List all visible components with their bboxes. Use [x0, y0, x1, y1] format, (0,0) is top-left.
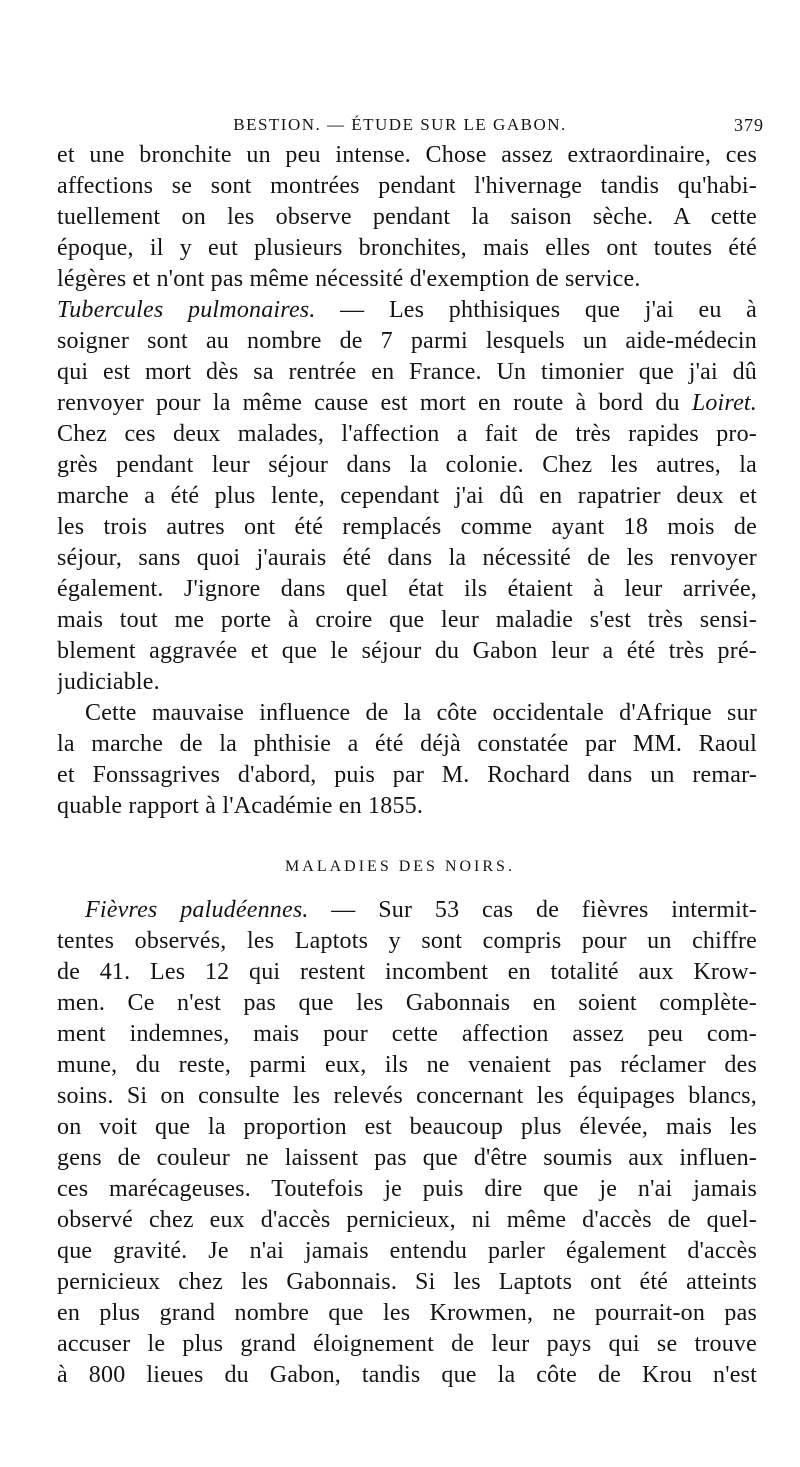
heading-tuberculosis: Tubercules pulmonaires.	[57, 297, 316, 323]
text-line	[57, 1174, 757, 1205]
text-line	[57, 1019, 757, 1050]
text-line	[57, 926, 757, 957]
line-text: et une bronchite un peu intense. Chose assez extraordinaire, ces	[57, 142, 757, 168]
line-text: soigner sont au nombre de 7 parmi lesquels un aide-médecin	[57, 328, 757, 354]
line-text: pernicieux chez les Gabonnais. Si les Laptots ont été atteints	[57, 1269, 757, 1295]
line-text: judiciable.	[57, 669, 160, 695]
line-text: gens de couleur ne laissent pas que d'être soumis aux influen-	[57, 1145, 757, 1171]
text-line	[57, 988, 757, 1019]
text-line	[57, 1081, 757, 1112]
line-text: également. J'ignore dans quel état ils étaient à leur arrivée,	[57, 576, 757, 602]
line-text: observé chez eux d'accès pernicieux, ni même d'accès de quel-	[57, 1207, 757, 1233]
text-line	[57, 791, 757, 822]
line-text: légères et n'ont pas même nécessité d'exemption de service.	[57, 266, 641, 292]
text-line	[57, 419, 757, 450]
text-line	[57, 1112, 757, 1143]
line-text: tuellement on les observe pendant la saison sèche. A cette	[57, 204, 757, 230]
line-text: de 41. Les 12 qui restent incombent en totalité aux Krow-	[57, 959, 757, 985]
paragraph-bronchitis	[57, 140, 757, 295]
text-line	[57, 1360, 757, 1391]
text-line	[57, 233, 757, 264]
line-text: renvoyer pour la même cause est mort en route à bord du	[57, 390, 692, 416]
line-text: ment indemnes, mais pour cette affection assez peu com-	[57, 1021, 757, 1047]
line-text: qui est mort dès sa rentrée en France. Un timonier que j'ai dû	[57, 359, 757, 385]
text-line	[57, 957, 757, 988]
line-text: ces marécageuses. Toutefois je puis dire que je n'ai jamais	[57, 1176, 757, 1202]
paragraph-fevers	[57, 895, 757, 1391]
line-text: en plus grand nombre que les Krowmen, ne pourrait-on pas	[57, 1300, 757, 1326]
text-line	[57, 605, 757, 636]
text-line	[57, 388, 757, 419]
text-line	[57, 295, 757, 326]
text-line	[57, 357, 757, 388]
text-line	[57, 1267, 757, 1298]
line-text: soins. Si on consulte les relevés concernant les équipages blancs,	[57, 1083, 757, 1109]
ship-name: Loiret.	[691, 390, 757, 416]
paragraph-tuberculosis	[57, 295, 757, 698]
line-text: tentes observés, les Laptots y sont compris pour un chiffre	[57, 928, 757, 954]
text-line	[57, 171, 757, 202]
line-text: men. Ce n'est pas que les Gabonnais en soient complète-	[57, 990, 757, 1016]
text-line	[57, 1205, 757, 1236]
paragraph-influence	[57, 698, 757, 822]
line-text: marche a été plus lente, cependant j'ai dû en rapatrier deux et	[57, 483, 757, 509]
text-line	[57, 1298, 757, 1329]
text-line	[57, 543, 757, 574]
running-title: BESTION. — ÉTUDE SUR LE GABON.	[233, 115, 567, 134]
text-line	[57, 667, 757, 698]
text-line	[57, 1143, 757, 1174]
line-text: et Fonssagrives d'abord, puis par M. Rochard dans un remar-	[57, 762, 757, 788]
line-rest: — Sur 53 cas de fièvres intermit-	[308, 897, 757, 923]
running-head	[0, 110, 800, 140]
text-line	[57, 574, 757, 605]
line-text: à 800 lieues du Gabon, tandis que la côte de Krou n'est	[57, 1362, 757, 1388]
line-text: quable rapport à l'Académie en 1855.	[57, 793, 424, 819]
line-text: mais tout me porte à croire que leur maladie s'est très sensi-	[57, 607, 757, 633]
text-line	[57, 512, 757, 543]
line-text: séjour, sans quoi j'aurais été dans la nécessité de les renvoyer	[57, 545, 757, 571]
line-text: la marche de la phthisie a été déjà constatée par MM. Raoul	[57, 731, 757, 757]
line-text: mune, du reste, parmi eux, ils ne venaient pas réclamer des	[57, 1052, 757, 1078]
line-text: accuser le plus grand éloignement de leur pays qui se trouve	[57, 1331, 757, 1357]
text-line	[57, 1050, 757, 1081]
heading-fevers: Fièvres paludéennes.	[85, 897, 309, 923]
text-line	[57, 636, 757, 667]
line-text: Cette mauvaise influence de la côte occidentale d'Afrique sur	[85, 700, 757, 726]
line-text: époque, il y eut plusieurs bronchites, mais elles ont toutes été	[57, 235, 757, 261]
text-line	[57, 760, 757, 791]
line-text: grès pendant leur séjour dans la colonie. Chez les autres, la	[57, 452, 757, 478]
text-line	[57, 481, 757, 512]
text-line	[57, 729, 757, 760]
line-text: affections se sont montrées pendant l'hivernage tandis qu'habi-	[57, 173, 757, 199]
text-line	[57, 1236, 757, 1267]
line-rest: — Les phthisiques que j'ai eu à	[315, 297, 757, 323]
line-text: on voit que la proportion est beaucoup plus élevée, mais les	[57, 1114, 757, 1140]
text-line	[57, 698, 757, 729]
text-line	[57, 202, 757, 233]
text-line	[57, 140, 757, 171]
line-text: les trois autres ont été remplacés comme ayant 18 mois de	[57, 514, 757, 540]
section-title: MALADIES DES NOIRS.	[285, 858, 515, 875]
line-text: que gravité. Je n'ai jamais entendu parler également d'accès	[57, 1238, 757, 1264]
page-number: 379	[734, 115, 764, 135]
text-line	[57, 895, 757, 926]
text-line	[57, 264, 757, 295]
line-text: Chez ces deux malades, l'affection a fait de très rapides pro-	[57, 421, 757, 447]
line-text: blement aggravée et que le séjour du Gabon leur a été très pré-	[57, 638, 757, 664]
text-line	[57, 1329, 757, 1360]
text-line	[57, 326, 757, 357]
text-line	[57, 450, 757, 481]
